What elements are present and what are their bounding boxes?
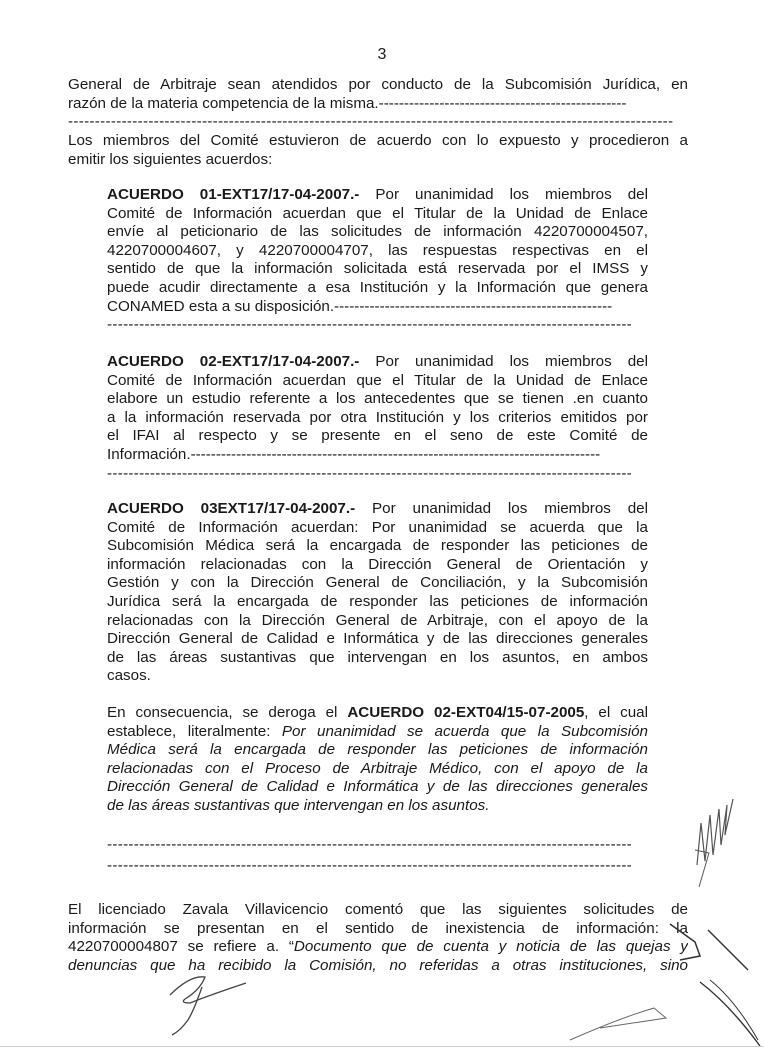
consecuencia-text: establece, literalmente: bbox=[107, 722, 271, 740]
acuerdo-line: información relacionadas con la Dirección General de Orientación y bbox=[107, 555, 648, 573]
acuerdo-line: Comité de Información acuerdan que el Titular de la Unidad de Enlace bbox=[107, 371, 648, 389]
consecuencia-text: En consecuencia, se deroga el bbox=[107, 704, 338, 721]
acuerdo-heading: ACUERDO 03EXT17/17-04-2007.- bbox=[107, 500, 356, 517]
acuerdo-line: relacionadas con la Dirección General de Arbitraje, con el apoyo de la bbox=[107, 611, 648, 629]
quoted-text: Documento que de cuenta y noticia de las quejas y bbox=[293, 938, 688, 956]
acuerdo-line: el IFAI al respecto y se presente en el seno de este Comité de bbox=[107, 427, 648, 445]
acuerdo-first-line bbox=[107, 353, 648, 372]
dash-separator: -------------------------------------------------------------------------------------------------- bbox=[107, 836, 633, 853]
members-paragraph bbox=[68, 132, 688, 169]
acuerdo-line: Comité de Información acuerdan que el Titular de la Unidad de Enlace bbox=[107, 204, 648, 222]
acuerdo-line: puede acudir directamente a esa Institución y la Información que genera bbox=[107, 278, 648, 296]
members-line: Los miembros del Comité estuvieron de acuerdo con lo expuesto y procedieron a bbox=[68, 132, 688, 149]
acuerdo-heading: ACUERDO 02-EXT17/17-04-2007.- bbox=[107, 353, 360, 370]
acuerdo-01 bbox=[107, 186, 648, 335]
acuerdo-line: Comité de Información acuerdan: Por unanimidad se acuerda que la bbox=[107, 518, 648, 536]
acuerdo-line: de las áreas sustantivas que intervengan en los asuntos, en ambos bbox=[107, 648, 648, 666]
closing-text: 4220700004807 se refiere a. “ bbox=[68, 938, 294, 956]
quoted-line: Médica será la encargada de responder las peticiones de información bbox=[107, 741, 648, 759]
acuerdo-line: Gestión y con la Dirección General de Conciliación, y la Subcomisión bbox=[107, 574, 648, 592]
members-line: emitir los siguientes acuerdos: bbox=[68, 150, 273, 168]
consecuencia-line bbox=[107, 704, 648, 723]
acuerdo-line: Información.--------------------------------------------------------------------------------- bbox=[107, 445, 601, 463]
consecuencia-text: , el cual bbox=[584, 704, 648, 721]
handwritten-initials bbox=[675, 795, 755, 895]
acuerdo-line: Subcomisión Médica será la encargada de responder las peticiones de bbox=[107, 537, 648, 555]
acuerdo-first-line bbox=[107, 186, 648, 205]
acuerdo-line: Jurídica será la encargada de responder las peticiones de información bbox=[107, 592, 648, 610]
page-number: 3 bbox=[377, 46, 387, 63]
dash-block bbox=[107, 836, 648, 875]
acuerdo-reference: ACUERDO 02-EXT04/15-07-2005 bbox=[347, 704, 585, 721]
acuerdo-first-line bbox=[107, 500, 648, 519]
intro-line: razón de la materia competencia de la misma.------------------------------------------------- bbox=[68, 94, 627, 112]
dash-separator: -------------------------------------------------------------------------------------------------- bbox=[107, 464, 633, 482]
acuerdo-03 bbox=[107, 500, 648, 686]
quoted-line: relacionadas con el Proceso de Arbitraje Médico, con el apoyo de la bbox=[107, 759, 648, 777]
intro-paragraph bbox=[68, 76, 688, 132]
quoted-line: denuncias que ha recibido la Comisión, no referidas a otras instituciones, sino bbox=[68, 956, 688, 974]
intro-line: General de Arbitraje sean atendidos por conducto de la Subcomisión Jurídica, en bbox=[68, 76, 688, 93]
quoted-line: de las áreas sustantivas que intervengan en los asuntos. bbox=[107, 796, 490, 814]
acuerdo-line: casos. bbox=[107, 667, 151, 685]
dash-separator: ----------------------------------------------------------------------------------------------------------------- bbox=[68, 113, 674, 131]
consecuencia-line bbox=[107, 723, 648, 742]
page-bottom-edge bbox=[0, 1046, 764, 1047]
closing-line: El licenciado Zavala Villavicencio comentó que las siguientes solicitudes de bbox=[68, 901, 688, 918]
acuerdo-line: sentido de que la información solicitada está reservada por el IMSS y bbox=[107, 260, 648, 278]
acuerdo-line: 4220700004607, y 4220700004707, las respuestas respectivas en el bbox=[107, 241, 648, 259]
quoted-line: Dirección General de Calidad e Informática y de las direcciones generales bbox=[107, 778, 648, 796]
acuerdo-line: CONAMED esta a su disposición.------------------------------------------------------- bbox=[107, 297, 613, 315]
acuerdo-text: Por unanimidad los miembros del bbox=[375, 353, 648, 370]
acuerdo-line: a la información reservada por otra Institución y los criterios emitidos por bbox=[107, 408, 648, 426]
acuerdo-line: envíe al peticionario de las solicitudes de información 4220700004507, bbox=[107, 223, 648, 241]
dash-separator: -------------------------------------------------------------------------------------------------- bbox=[107, 856, 633, 874]
dash-separator: -------------------------------------------------------------------------------------------------- bbox=[107, 316, 633, 334]
consecuencia-paragraph bbox=[107, 704, 648, 816]
signature-mark bbox=[150, 965, 270, 1040]
acuerdo-text: Por unanimidad los miembros del bbox=[375, 186, 648, 203]
acuerdo-heading: ACUERDO 01-EXT17/17-04-2007.- bbox=[107, 186, 360, 203]
acuerdo-line: elabore un estudio referente a los antecedentes que se tienen .en cuanto bbox=[107, 390, 648, 408]
acuerdo-line: Dirección General de Calidad e Informática y de las direcciones generales bbox=[107, 630, 648, 648]
closing-line bbox=[68, 938, 688, 957]
margin-stroke bbox=[660, 920, 764, 980]
quoted-text: Por unanimidad se acuerda que la Subcomisión bbox=[281, 722, 648, 740]
acuerdo-text: Por unanimidad los miembros del bbox=[372, 500, 648, 517]
acuerdo-02 bbox=[107, 353, 648, 483]
closing-line: información se presentan en el sentido de inexistencia de información: la bbox=[68, 919, 688, 937]
